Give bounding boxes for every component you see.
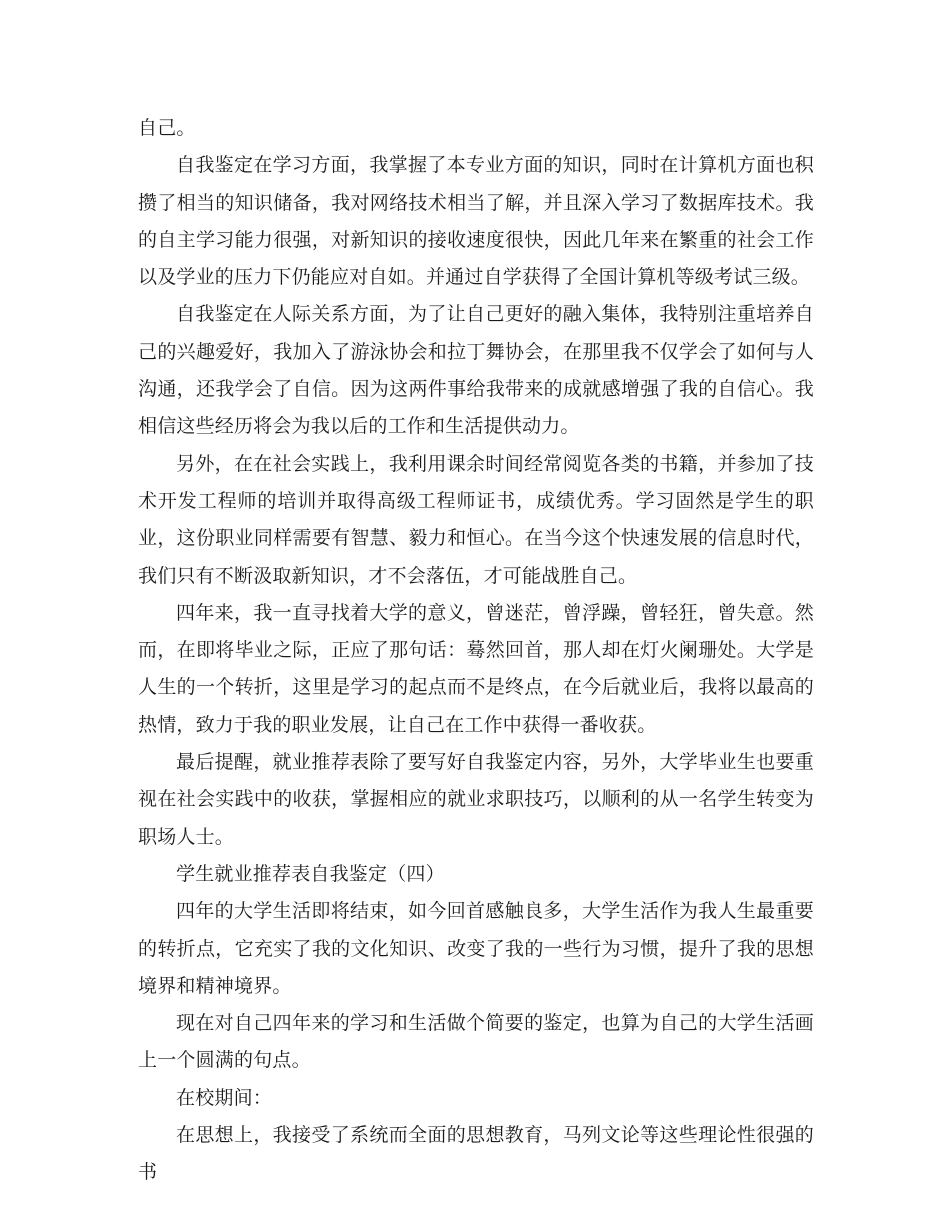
document-page: [138, 110, 814, 1192]
paragraph-1: 自己。: [138, 117, 196, 139]
paragraph-9: 在校期间：: [176, 1086, 273, 1109]
section-heading: 学生就业推荐表自我鉴定（四）: [176, 862, 445, 885]
paragraph-4: 另外，在在社会实践上，我利用课余时间经常阅览各类的书籍，并参加了技术开发工程师的培训并取得高级工程师证书，成绩优秀。学习固然是学生的职业，这份职业同样需要有智慧、毅力和恒心。在当今这个快速发展的信息时代，我们只有不断汲取新知识，才不会落伍，才可能战胜自己。: [138, 452, 814, 587]
paragraph-2: 自我鉴定在学习方面，我掌握了本专业方面的知识，同时在计算机方面也积攒了相当的知识储备，我对网络技术相当了解，并且深入学习了数据库技术。我的自主学习能力很强，对新知识的接收速度很快，因此几年来在繁重的社会工作以及学业的压力下仍能应对自如。并通过自学获得了全国计算机等级考试三级。: [138, 154, 814, 289]
paragraph-6: 最后提醒，就业推荐表除了要写好自我鉴定内容，另外，大学毕业生也要重视在社会实践中的收获，掌握相应的就业求职技巧，以顺利的从一名学生转变为职场人士。: [138, 751, 814, 848]
paragraph-5: 四年来，我一直寻找着大学的意义，曾迷茫，曾浮躁，曾轻狂，曾失意。然而，在即将毕业之际，正应了那句话：蓦然回首，那人却在灯火阑珊处。大学是人生的一个转折，这里是学习的起点而不是终点，在今后就业后，我将以最高的热情，致力于我的职业发展，让自己在工作中获得一番收获。: [138, 601, 814, 736]
paragraph-8: 现在对自己四年来的学习和生活做个简要的鉴定，也算为自己的大学生活画上一个圆满的句点。: [138, 1012, 814, 1072]
paragraph-10: 在思想上，我接受了系统而全面的思想教育，马列文论等这些理论性很强的书: [138, 1124, 814, 1184]
paragraph-3: 自我鉴定在人际关系方面，为了让自己更好的融入集体，我特别注重培养自己的兴趣爱好，我加入了游泳协会和拉丁舞协会，在那里我不仅学会了如何与人沟通，还我学会了自信。因为这两件事给我带来的成就感增强了我的自信心。我相信这些经历将会为我以后的工作和生活提供动力。: [138, 303, 814, 438]
paragraph-7: 四年的大学生活即将结束，如今回首感触良多，大学生活作为我人生最重要的转折点，它充实了我的文化知识、改变了我的一些行为习惯，提升了我的思想境界和精神境界。: [138, 900, 814, 997]
